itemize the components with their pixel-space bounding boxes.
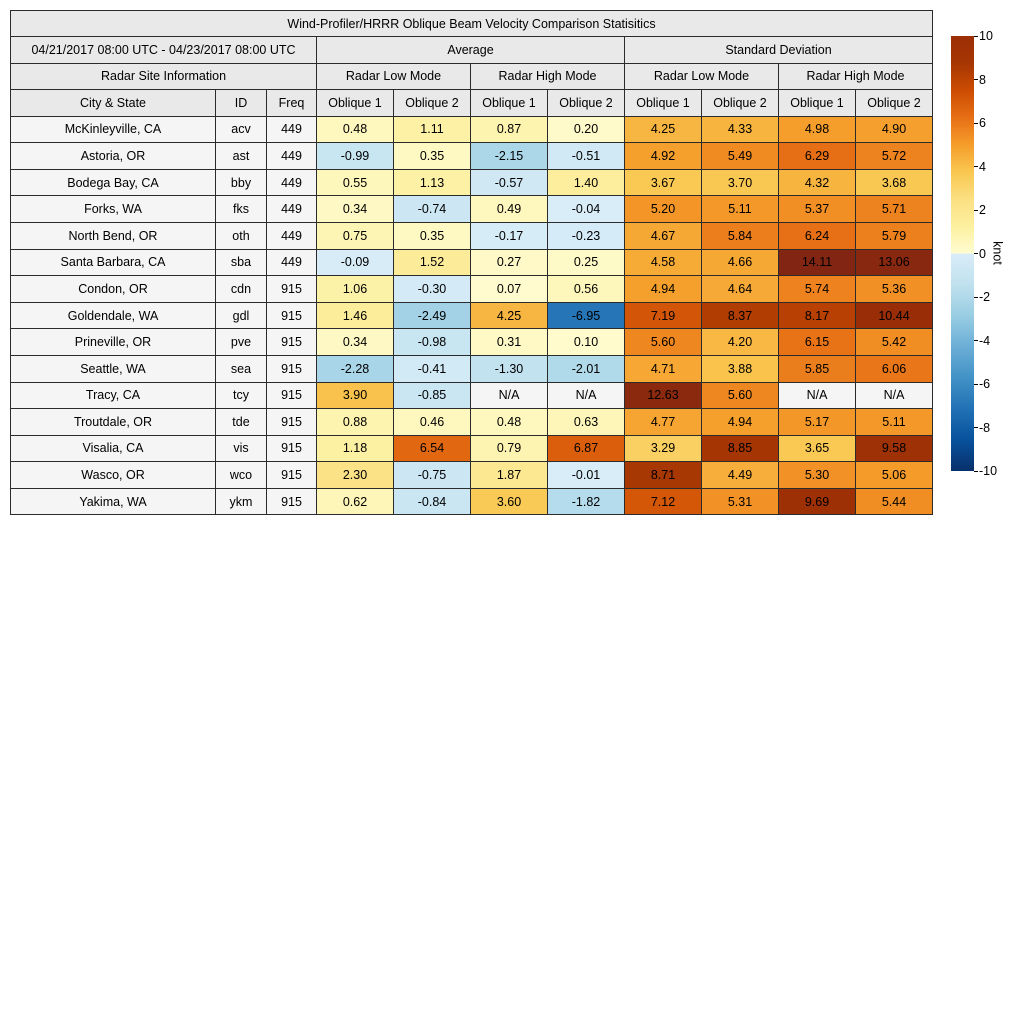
table-row	[11, 435, 933, 462]
table-row	[11, 462, 933, 489]
value-cell: -2.15	[471, 143, 548, 170]
value-cell: N/A	[471, 382, 548, 409]
freq-cell: 915	[267, 276, 317, 303]
value-cell: 0.62	[317, 488, 394, 515]
colorbar-tick-label: 8	[979, 72, 986, 87]
id-cell: sea	[216, 355, 267, 382]
value-cell: 3.67	[625, 169, 702, 196]
value-cell: 4.25	[471, 302, 548, 329]
value-cell: -0.75	[394, 462, 471, 489]
table-row	[11, 488, 933, 515]
value-cell: 5.36	[856, 276, 933, 303]
id-cell: vis	[216, 435, 267, 462]
std-high-mode-header: Radar High Mode	[779, 63, 933, 89]
value-cell: 12.63	[625, 382, 702, 409]
city-cell: Tracy, CA	[11, 382, 216, 409]
colorbar-tick-label: -6	[979, 376, 991, 391]
colorbar-tick-label: -8	[979, 420, 991, 435]
value-cell: 8.17	[779, 302, 856, 329]
value-cell: 1.06	[317, 276, 394, 303]
value-cell: 3.29	[625, 435, 702, 462]
value-cell: 4.20	[702, 329, 779, 356]
value-cell: 1.87	[471, 462, 548, 489]
oblique2-column-header: Oblique 2	[394, 90, 471, 116]
stddev-group-header: Standard Deviation	[625, 37, 933, 63]
value-cell: 4.71	[625, 355, 702, 382]
value-cell: 0.31	[471, 329, 548, 356]
city-cell: Santa Barbara, CA	[11, 249, 216, 276]
city-cell: Visalia, CA	[11, 435, 216, 462]
value-cell: 3.70	[702, 169, 779, 196]
colorbar-tick-label: -2	[979, 289, 991, 304]
value-cell: 5.71	[856, 196, 933, 223]
city-cell: Wasco, OR	[11, 462, 216, 489]
value-cell: 0.25	[548, 249, 625, 276]
value-cell: 5.20	[625, 196, 702, 223]
group-header-row	[11, 37, 933, 63]
colorbar-tick-label: -4	[979, 333, 991, 348]
value-cell: 1.13	[394, 169, 471, 196]
value-cell: 5.17	[779, 409, 856, 436]
value-cell: 1.52	[394, 249, 471, 276]
colorbar-tick-label: 2	[979, 202, 986, 217]
value-cell: 6.06	[856, 355, 933, 382]
id-cell: sba	[216, 249, 267, 276]
table-row	[11, 409, 933, 436]
value-cell: 4.66	[702, 249, 779, 276]
value-cell: -2.28	[317, 355, 394, 382]
value-cell: 0.35	[394, 143, 471, 170]
id-cell: oth	[216, 222, 267, 249]
value-cell: 1.18	[317, 435, 394, 462]
freq-cell: 449	[267, 196, 317, 223]
city-column-header: City & State	[11, 90, 216, 116]
value-cell: 5.72	[856, 143, 933, 170]
value-cell: 13.06	[856, 249, 933, 276]
value-cell: 4.64	[702, 276, 779, 303]
freq-cell: 449	[267, 222, 317, 249]
colorbar-tick	[974, 79, 978, 80]
oblique1-column-header: Oblique 1	[625, 90, 702, 116]
city-cell: Bodega Bay, CA	[11, 169, 216, 196]
value-cell: 0.34	[317, 196, 394, 223]
city-cell: Goldendale, WA	[11, 302, 216, 329]
value-cell: N/A	[856, 382, 933, 409]
value-cell: 5.84	[702, 222, 779, 249]
value-cell: 5.31	[702, 488, 779, 515]
city-cell: Astoria, OR	[11, 143, 216, 170]
table-row	[11, 143, 933, 170]
colorbar-unit-label: knot	[990, 241, 1005, 265]
value-cell: 5.44	[856, 488, 933, 515]
freq-cell: 915	[267, 329, 317, 356]
stats-table	[10, 10, 933, 515]
value-cell: -0.74	[394, 196, 471, 223]
std-low-mode-header: Radar Low Mode	[625, 63, 779, 89]
id-cell: cdn	[216, 276, 267, 303]
avg-high-mode-header: Radar High Mode	[471, 63, 625, 89]
colorbar-tick	[974, 253, 978, 254]
oblique2-column-header: Oblique 2	[702, 90, 779, 116]
colorbar-tick-label: 6	[979, 115, 986, 130]
value-cell: -2.49	[394, 302, 471, 329]
freq-column-header: Freq	[267, 90, 317, 116]
value-cell: 0.55	[317, 169, 394, 196]
value-cell: 5.30	[779, 462, 856, 489]
value-cell: 4.67	[625, 222, 702, 249]
city-cell: McKinleyville, CA	[11, 116, 216, 143]
freq-cell: 449	[267, 143, 317, 170]
date-range: 04/21/2017 08:00 UTC - 04/23/2017 08:00 UTC	[11, 37, 317, 63]
value-cell: -0.85	[394, 382, 471, 409]
city-cell: Forks, WA	[11, 196, 216, 223]
value-cell: N/A	[548, 382, 625, 409]
table-row	[11, 355, 933, 382]
value-cell: 9.69	[779, 488, 856, 515]
value-cell: 6.29	[779, 143, 856, 170]
value-cell: 5.60	[625, 329, 702, 356]
value-cell: 4.58	[625, 249, 702, 276]
value-cell: -0.41	[394, 355, 471, 382]
value-cell: 4.98	[779, 116, 856, 143]
value-cell: 0.07	[471, 276, 548, 303]
table-row	[11, 222, 933, 249]
value-cell: -0.23	[548, 222, 625, 249]
value-cell: 4.32	[779, 169, 856, 196]
freq-cell: 449	[267, 169, 317, 196]
colorbar-tick	[974, 427, 978, 428]
value-cell: -1.82	[548, 488, 625, 515]
value-cell: 3.90	[317, 382, 394, 409]
colorbar-tick	[974, 471, 978, 472]
value-cell: 0.35	[394, 222, 471, 249]
oblique1-column-header: Oblique 1	[317, 90, 394, 116]
figure-title: Wind-Profiler/HRRR Oblique Beam Velocity Comparison Statisitics	[11, 11, 933, 37]
value-cell: 4.33	[702, 116, 779, 143]
value-cell: -0.01	[548, 462, 625, 489]
table-row	[11, 329, 933, 356]
id-cell: gdl	[216, 302, 267, 329]
value-cell: 6.24	[779, 222, 856, 249]
colorbar-tick	[974, 210, 978, 211]
value-cell: 5.37	[779, 196, 856, 223]
value-cell: N/A	[779, 382, 856, 409]
value-cell: 0.20	[548, 116, 625, 143]
value-cell: 5.11	[702, 196, 779, 223]
colorbar-tick-label: 0	[979, 246, 986, 261]
value-cell: -0.51	[548, 143, 625, 170]
value-cell: 4.90	[856, 116, 933, 143]
value-cell: 0.79	[471, 435, 548, 462]
oblique1-column-header: Oblique 1	[779, 90, 856, 116]
id-cell: acv	[216, 116, 267, 143]
value-cell: 6.15	[779, 329, 856, 356]
value-cell: 8.85	[702, 435, 779, 462]
mode-header-row	[11, 63, 933, 89]
colorbar-tick	[974, 166, 978, 167]
freq-cell: 915	[267, 302, 317, 329]
value-cell: -0.98	[394, 329, 471, 356]
table-row	[11, 382, 933, 409]
freq-cell: 915	[267, 382, 317, 409]
oblique2-column-header: Oblique 2	[548, 90, 625, 116]
value-cell: 0.46	[394, 409, 471, 436]
freq-cell: 915	[267, 488, 317, 515]
value-cell: 5.42	[856, 329, 933, 356]
city-cell: North Bend, OR	[11, 222, 216, 249]
city-cell: Seattle, WA	[11, 355, 216, 382]
value-cell: -2.01	[548, 355, 625, 382]
value-cell: -0.04	[548, 196, 625, 223]
value-cell: -0.99	[317, 143, 394, 170]
value-cell: 0.49	[471, 196, 548, 223]
value-cell: 4.77	[625, 409, 702, 436]
value-cell: 9.58	[856, 435, 933, 462]
value-cell: 3.60	[471, 488, 548, 515]
average-group-header: Average	[317, 37, 625, 63]
colorbar-tick-label: 10	[979, 28, 993, 43]
colorbar-tick-label: -10	[979, 463, 998, 478]
colorbar-tick-label: 4	[979, 159, 986, 174]
colorbar	[951, 36, 974, 471]
value-cell: 1.46	[317, 302, 394, 329]
freq-cell: 915	[267, 355, 317, 382]
colorbar-tick	[974, 297, 978, 298]
value-cell: -0.30	[394, 276, 471, 303]
oblique2-column-header: Oblique 2	[856, 90, 933, 116]
value-cell: 4.49	[702, 462, 779, 489]
value-cell: 1.11	[394, 116, 471, 143]
table-row	[11, 249, 933, 276]
freq-cell: 915	[267, 435, 317, 462]
value-cell: 6.54	[394, 435, 471, 462]
value-cell: 4.92	[625, 143, 702, 170]
value-cell: 5.85	[779, 355, 856, 382]
value-cell: 4.94	[702, 409, 779, 436]
table-row	[11, 116, 933, 143]
value-cell: 7.12	[625, 488, 702, 515]
colorbar-tick	[974, 123, 978, 124]
value-cell: 1.40	[548, 169, 625, 196]
id-column-header: ID	[216, 90, 267, 116]
value-cell: 5.06	[856, 462, 933, 489]
freq-cell: 449	[267, 249, 317, 276]
value-cell: 7.19	[625, 302, 702, 329]
value-cell: 6.87	[548, 435, 625, 462]
value-cell: 0.48	[471, 409, 548, 436]
table-row	[11, 169, 933, 196]
value-cell: 5.79	[856, 222, 933, 249]
value-cell: 14.11	[779, 249, 856, 276]
value-cell: 3.88	[702, 355, 779, 382]
colorbar-tick	[974, 384, 978, 385]
id-cell: wco	[216, 462, 267, 489]
table-body	[11, 116, 933, 515]
id-cell: bby	[216, 169, 267, 196]
freq-cell: 915	[267, 462, 317, 489]
value-cell: 0.34	[317, 329, 394, 356]
value-cell: 5.11	[856, 409, 933, 436]
freq-cell: 449	[267, 116, 317, 143]
value-cell: 0.63	[548, 409, 625, 436]
value-cell: 4.25	[625, 116, 702, 143]
value-cell: 4.94	[625, 276, 702, 303]
colorbar-tick	[974, 340, 978, 341]
value-cell: 0.48	[317, 116, 394, 143]
table-row	[11, 276, 933, 303]
id-cell: tde	[216, 409, 267, 436]
id-cell: ast	[216, 143, 267, 170]
value-cell: -0.17	[471, 222, 548, 249]
value-cell: -1.30	[471, 355, 548, 382]
value-cell: 0.27	[471, 249, 548, 276]
city-cell: Condon, OR	[11, 276, 216, 303]
oblique1-column-header: Oblique 1	[471, 90, 548, 116]
value-cell: 5.49	[702, 143, 779, 170]
value-cell: 0.10	[548, 329, 625, 356]
id-cell: pve	[216, 329, 267, 356]
city-cell: Troutdale, OR	[11, 409, 216, 436]
city-cell: Prineville, OR	[11, 329, 216, 356]
value-cell: 5.74	[779, 276, 856, 303]
value-cell: 3.68	[856, 169, 933, 196]
table-row	[11, 302, 933, 329]
value-cell: 8.71	[625, 462, 702, 489]
value-cell: 8.37	[702, 302, 779, 329]
value-cell: -0.57	[471, 169, 548, 196]
table-row	[11, 196, 933, 223]
column-header-row	[11, 90, 933, 116]
id-cell: tcy	[216, 382, 267, 409]
value-cell: 0.56	[548, 276, 625, 303]
site-info-header: Radar Site Information	[11, 63, 317, 89]
value-cell: 5.60	[702, 382, 779, 409]
value-cell: 0.75	[317, 222, 394, 249]
freq-cell: 915	[267, 409, 317, 436]
value-cell: -0.84	[394, 488, 471, 515]
value-cell: 3.65	[779, 435, 856, 462]
avg-low-mode-header: Radar Low Mode	[317, 63, 471, 89]
value-cell: 10.44	[856, 302, 933, 329]
city-cell: Yakima, WA	[11, 488, 216, 515]
value-cell: -0.09	[317, 249, 394, 276]
id-cell: fks	[216, 196, 267, 223]
value-cell: 0.88	[317, 409, 394, 436]
id-cell: ykm	[216, 488, 267, 515]
value-cell: 2.30	[317, 462, 394, 489]
title-row	[11, 11, 933, 37]
value-cell: -6.95	[548, 302, 625, 329]
colorbar-tick	[974, 36, 978, 37]
value-cell: 0.87	[471, 116, 548, 143]
